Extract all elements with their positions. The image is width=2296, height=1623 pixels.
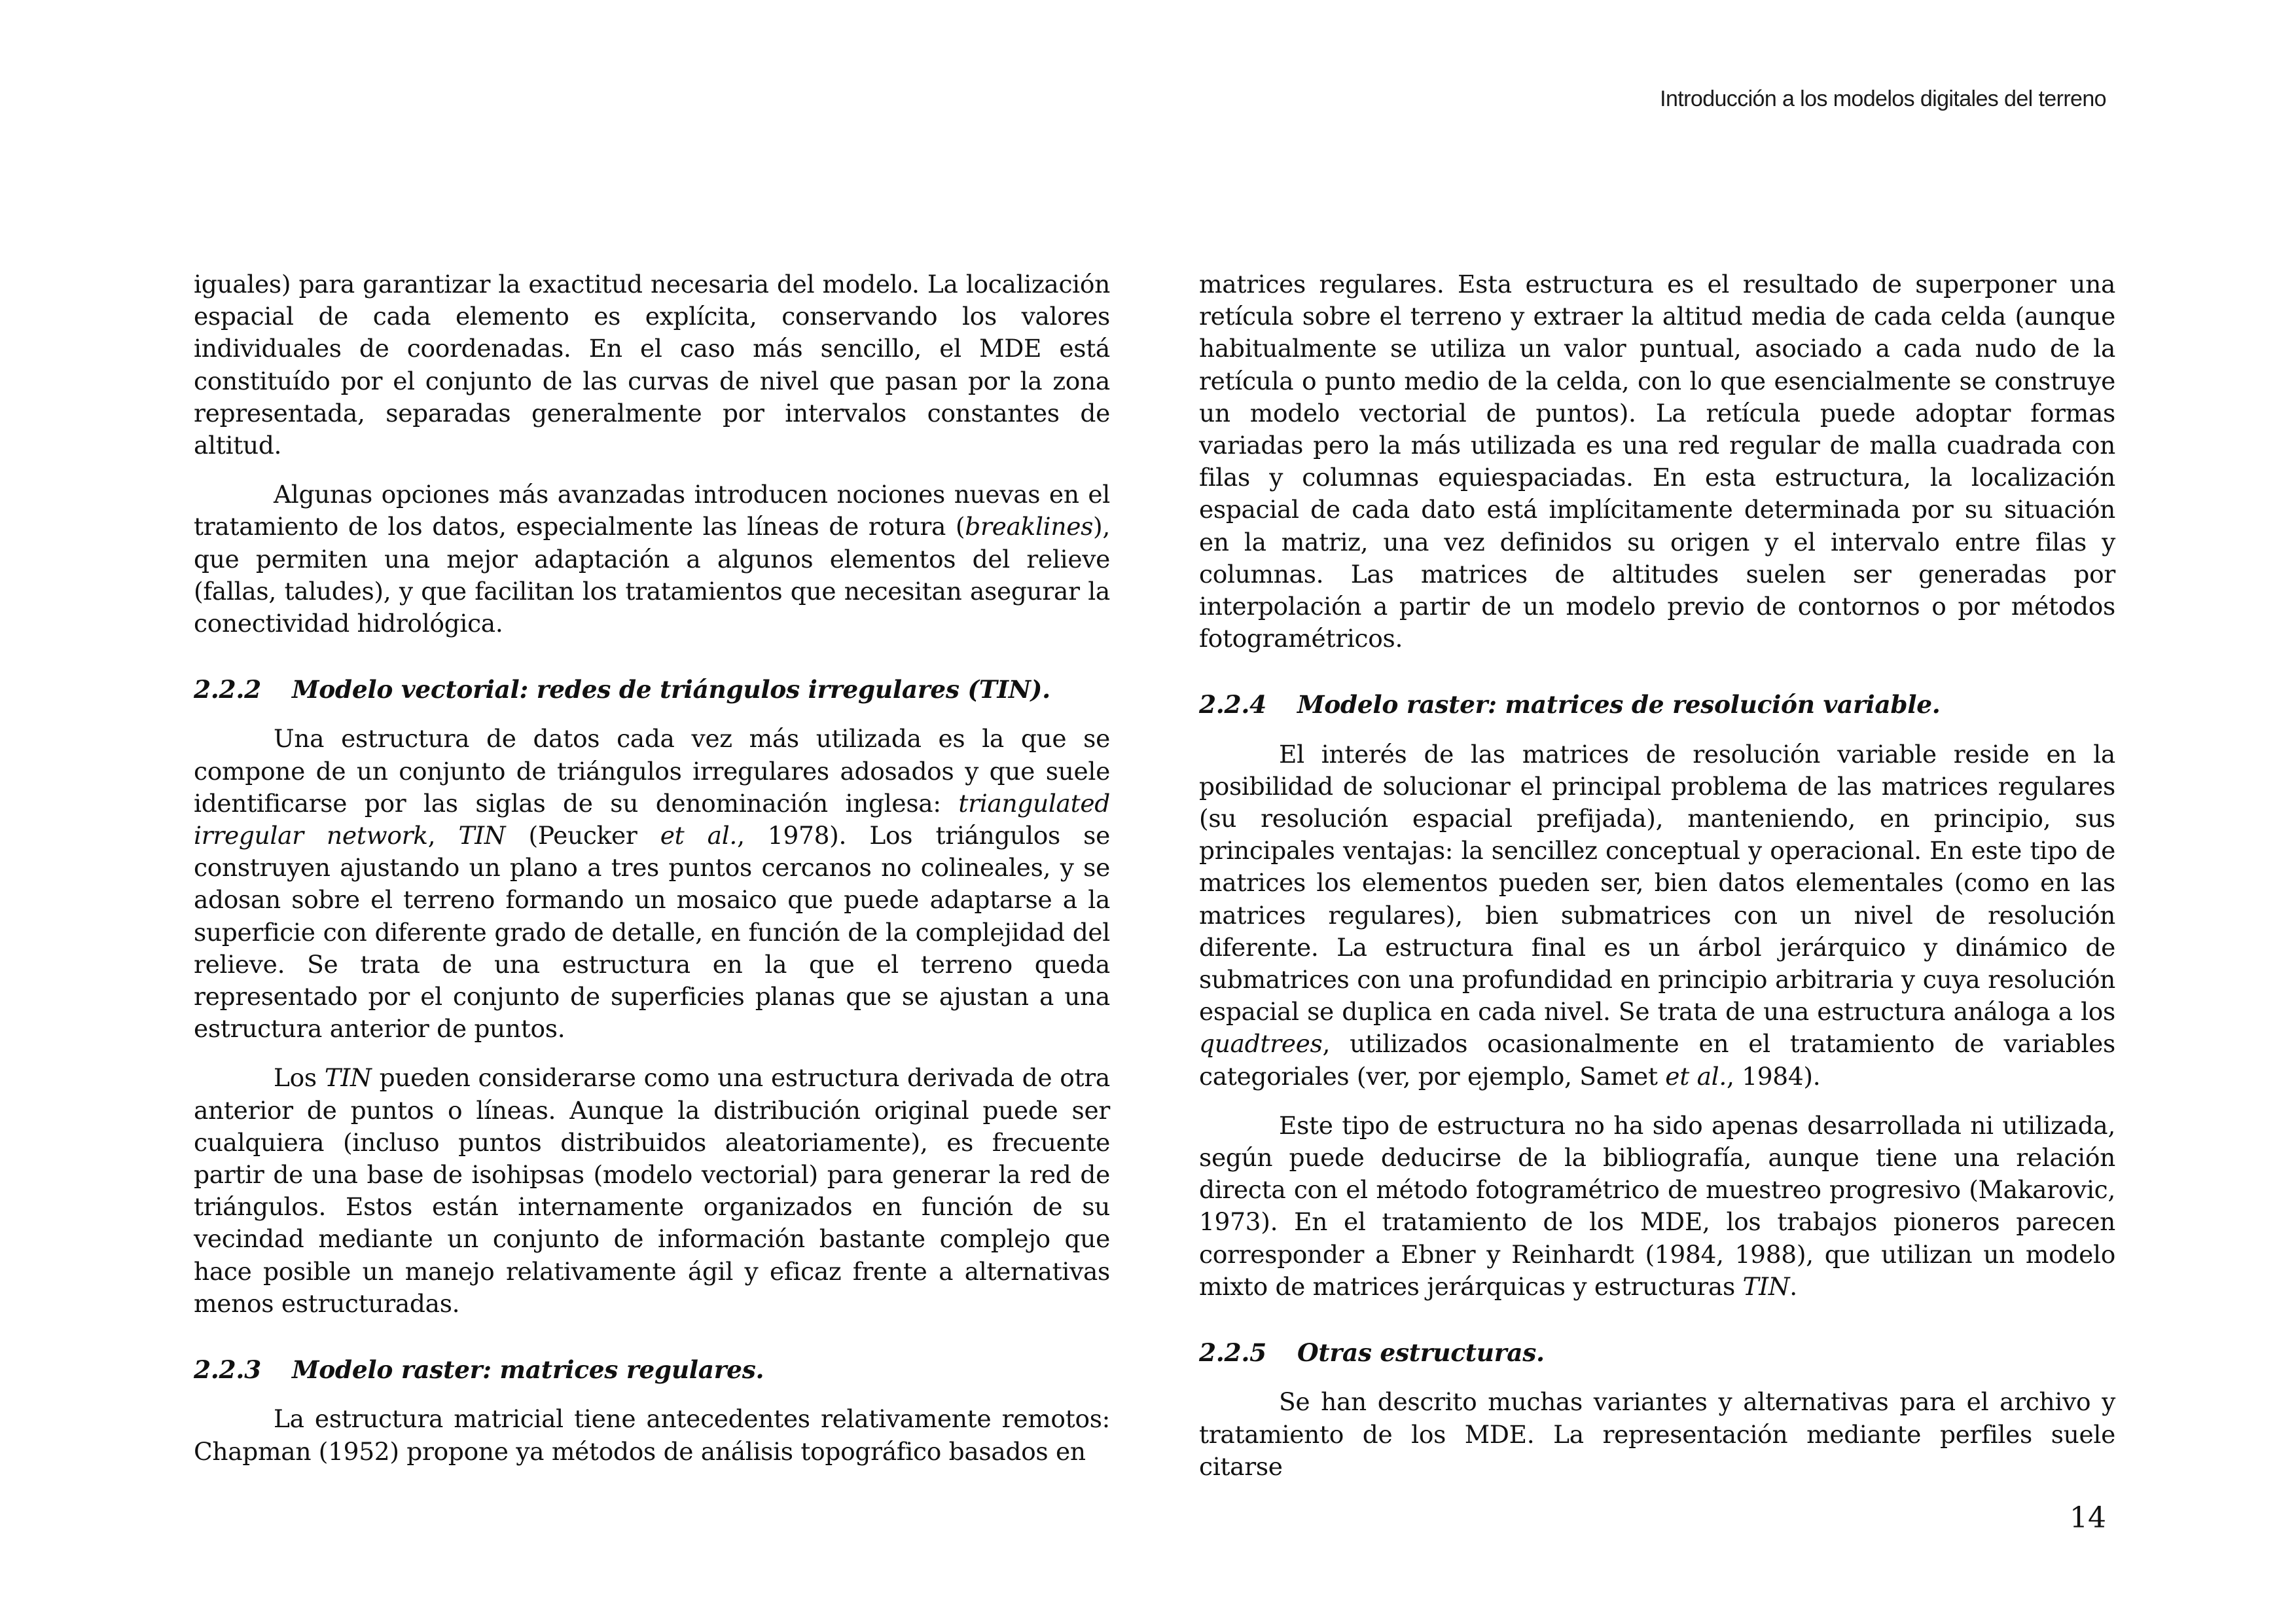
section-number: 2.2.2 xyxy=(194,675,261,704)
section-number: 2.2.3 xyxy=(194,1355,261,1385)
left-column xyxy=(194,268,1110,1468)
running-header: Introducción a los modelos digitales del terreno xyxy=(1660,86,2106,111)
paragraph: Una estructura de datos cada vez más utilizada es la que se compone de un conjunto de triángulos irregulares adosados y que suele identificarse por las siglas de su denominación inglesa: triangulated irregular network, TIN (Peucker et al., 1978). Los triángulos se construyen ajustando un plano a tres puntos cercanos no colineales, y se adosan sobre el terreno formando un mosaico que puede adaptarse a la superficie con diferente grado de detalle, en función de la complejidad del relieve. Se trata de una estructura en la que el terreno queda representado por el conjunto de superficies planas que se ajustan a una estructura anterior de puntos. xyxy=(194,724,1110,1044)
paragraph: La estructura matricial tiene antecedentes relativamente remotos: Chapman (1952) propone ya métodos de análisis topográfico basados en xyxy=(194,1404,1110,1466)
paragraph: iguales) para garantizar la exactitud necesaria del modelo. La localización espacial de cada elemento es explícita, conservando los valores individuales de coordenadas. En el caso más sencillo, el MDE está constituído por el conjunto de las curvas de nivel que pasan por la zona representada, separadas generalmente por intervalos constantes de altitud. xyxy=(194,270,1110,460)
section-heading-2-2-2 xyxy=(194,674,1110,706)
right-column xyxy=(1199,268,2115,1483)
section-title: Modelo raster: matrices regulares. xyxy=(292,1355,764,1385)
paragraph: Algunas opciones más avanzadas introducen nociones nuevas en el tratamiento de los datos, especialmente las líneas de rotura (breaklines), que permiten una mejor adaptación a algunos elementos del relieve (fallas, taludes), y que facilitan los tratamientos que necesitan asegurar la conectividad hidrológica. xyxy=(194,480,1110,638)
section-title: Modelo vectorial: redes de triángulos irregulares (TIN). xyxy=(292,675,1050,704)
section-heading-2-2-3 xyxy=(194,1354,1110,1386)
section-title: Modelo raster: matrices de resolución variable. xyxy=(1297,690,1941,720)
paragraph: matrices regulares. Esta estructura es el resultado de superponer una retícula sobre el terreno y extraer la altitud media de cada celda (aunque habitualmente se utiliza un valor puntual, asociado a cada nudo de la retícula o punto medio de la celda, con lo que esencialmente se construye un modelo vectorial de puntos). La retícula puede adoptar formas variadas pero la más utilizada es una red regular de malla cuadrada con filas y columnas equiespaciadas. En esta estructura, la localización espacial de cada dato está implícitamente determinada por su situación en la matriz, una vez definidos su origen y el intervalo entre filas y columnas. Las matrices de altitudes suelen ser generadas por interpolación a partir de un modelo previo de contornos o por métodos fotogramétricos. xyxy=(1199,270,2115,653)
section-title: Otras estructuras. xyxy=(1297,1338,1545,1368)
paragraph: El interés de las matrices de resolución variable reside en la posibilidad de solucionar el principal problema de las matrices regulares (su resolución espacial prefijada), manteniendo, en principio, sus principales ventajas: la sencillez conceptual y operacional. En este tipo de matrices los elementos pueden ser, bien datos elementales (como en las matrices regulares), bien submatrices con un nivel de resolución diferente. La estructura final es un árbol jerárquico y dinámico de submatrices con una profundidad en principio arbitraria y cuya resolución espacial se duplica en cada nivel. Se trata de una estructura análoga a los quadtrees, utilizados ocasionalmente en el tratamiento de variables categoriales (ver, por ejemplo, Samet et al., 1984). xyxy=(1199,739,2115,1091)
paragraph: Se han descrito muchas variantes y alternativas para el archivo y tratamiento de los MDE. La representación mediante perfiles suele citarse xyxy=(1199,1387,2115,1481)
paragraph: Este tipo de estructura no ha sido apenas desarrollada ni utilizada, según puede deducirse de la bibliografía, aunque tiene una relación directa con el método fotogramétrico de muestreo progresivo (Makarovic, 1973). En el tratamiento de los MDE, los trabajos pioneros parecen corresponder a Ebner y Reinhardt (1984, 1988), que utilizan un modelo mixto de matrices jerárquicas y estructuras TIN. xyxy=(1199,1110,2115,1301)
section-heading-2-2-5 xyxy=(1199,1337,2115,1369)
section-number: 2.2.5 xyxy=(1199,1338,1266,1368)
section-number: 2.2.4 xyxy=(1199,690,1266,720)
section-heading-2-2-4 xyxy=(1199,689,2115,721)
page-number: 14 xyxy=(2070,1501,2106,1535)
paragraph: Los TIN pueden considerarse como una estructura derivada de otra anterior de puntos o líneas. Aunque la distribución original puede ser cualquiera (incluso puntos distribuidos aleatoriamente), es frecuente partir de una base de isohipsas (modelo vectorial) para generar la red de triángulos. Estos están internamente organizados en función de su vecindad mediante un conjunto de información bastante complejo que hace posible un manejo relativamente ágil y eficaz frente a alternativas menos estructuradas. xyxy=(194,1063,1110,1318)
